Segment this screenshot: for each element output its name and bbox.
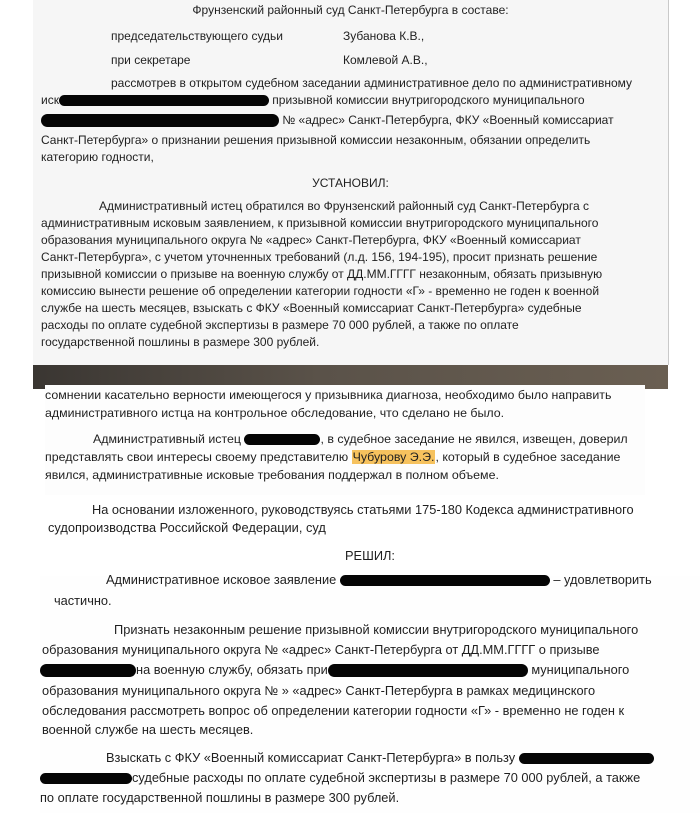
text-line: государственной пошлины в размере 300 рублей. — [41, 335, 320, 349]
text-line: Санкт-Петербурга» о признании решения призывной комиссии незаконным, обязании определить — [41, 133, 591, 147]
text-line: призывной комиссии о призыве на военную службу от ДД.ММ.ГГГГ незаконным, обязать призывную — [41, 267, 603, 281]
text-line: административного истца на контрольное обследование, что сделано не было. — [45, 406, 505, 420]
judge-role: председательствующего судьи — [111, 29, 283, 43]
text-line: рассмотрев в открытом судебном заседании административное дело по административному — [111, 76, 633, 90]
text-line: Взыскать с ФКУ «Военный комиссариат Санкт-Петербурга» в пользу — [106, 750, 654, 766]
redaction-mark — [519, 753, 654, 764]
document-fragment-header — [33, 0, 669, 365]
document-fragment-decision — [40, 548, 700, 813]
redaction-mark — [40, 664, 136, 677]
redaction-mark — [328, 664, 528, 677]
secretary-name: Комлевой А.В., — [343, 53, 428, 67]
decision-heading: РЕШИЛ: — [345, 548, 395, 563]
redaction-mark — [40, 773, 132, 784]
text-line: образования муниципального округа № » «адрес» Санкт-Петербурга в рамках медицинского — [42, 683, 596, 698]
text-line: образования муниципального округа № «адрес» Санкт-Петербурга, ФКУ «Военный комиссариат — [41, 233, 581, 247]
redaction-mark — [59, 95, 269, 106]
text-line: на военную службу, обязать при муниципального — [40, 662, 685, 678]
redaction-mark — [244, 434, 320, 445]
text-line: категорию годности, — [41, 150, 154, 164]
text-line: комиссию вынести решение об определении категории годности «Г» - временно не годен к военной — [41, 284, 600, 298]
text-line: образования муниципального округа № «адрес» Санкт-Петербурга от ДД.ММ.ГГГГ о призыве — [42, 642, 600, 657]
text-line: Административный истец , в судебное заседание не явился, извещен, доверил — [93, 432, 628, 446]
section-heading: УСТАНОВИЛ: — [312, 176, 389, 190]
text-line: иск призывной комиссии внутригородского муниципального — [41, 93, 585, 107]
text-line: Административный истец обратился во Фрунзенский районный суд Санкт-Петербурга с — [99, 199, 589, 213]
text-line: явился, административные исковые требования поддержал в полном объеме. — [45, 468, 499, 482]
text-line: На основании изложенного, руководствуясь статьями 175-180 Кодекса административного — [92, 502, 634, 517]
document-fragment-basis — [0, 496, 700, 576]
document-fragment-representative — [45, 385, 645, 495]
text-line: частично. — [54, 593, 112, 608]
text-line: № «адрес» Санкт-Петербурга, ФКУ «Военный комиссариат — [41, 112, 641, 128]
text-line: Административное исковое заявление – удовлетворить — [106, 572, 652, 587]
text-line: Признать незаконным решение призывной комиссии внутригородского муниципального — [114, 622, 639, 637]
text-line: службе на шесть месяцев, взыскать с ФКУ «Военный комиссариат Санкт-Петербурга» судебные — [41, 301, 582, 315]
text-line: административным исковым заявлением, к призывной комиссии внутригородского муниципального — [41, 216, 599, 230]
secretary-role: при секретаре — [111, 53, 191, 67]
court-line: Фрунзенский районный суд Санкт-Петербурга в составе: — [192, 3, 509, 17]
text-line: расходы по оплате судебной экспертизы в размере 70 000 рублей, а также по оплате — [41, 318, 519, 332]
text-line: по оплате государственной пошлины в размере 300 рублей. — [40, 790, 400, 805]
text-line: Санкт-Петербурга», с учетом уточненных требований (л.д. 156, 194-195), просит признать решение — [41, 250, 598, 264]
redaction-mark — [340, 575, 550, 586]
text-line: военной службе на шесть месяцев. — [42, 722, 254, 737]
judge-name: Зубанова К.В., — [343, 29, 425, 43]
text-line: судопроизводства Российской Федерации, суд — [48, 520, 326, 535]
text-line: обследования рассмотреть вопрос об определении категории годности «Г» - временно не годен к — [42, 703, 625, 718]
text-line: представлять свои интересы своему представителю Чубурову Э.Э., который в судебное заседание — [45, 450, 621, 464]
text-line: сомнении касательно верности имеющегося у призывника диагноза, необходимо было направить — [45, 388, 612, 402]
redaction-mark — [41, 114, 279, 127]
highlighted-name: Чубурову Э.Э. — [352, 450, 435, 464]
text-line: судебные расходы по оплате судебной экспертизы в размере 70 000 рублей, а также — [40, 770, 640, 786]
